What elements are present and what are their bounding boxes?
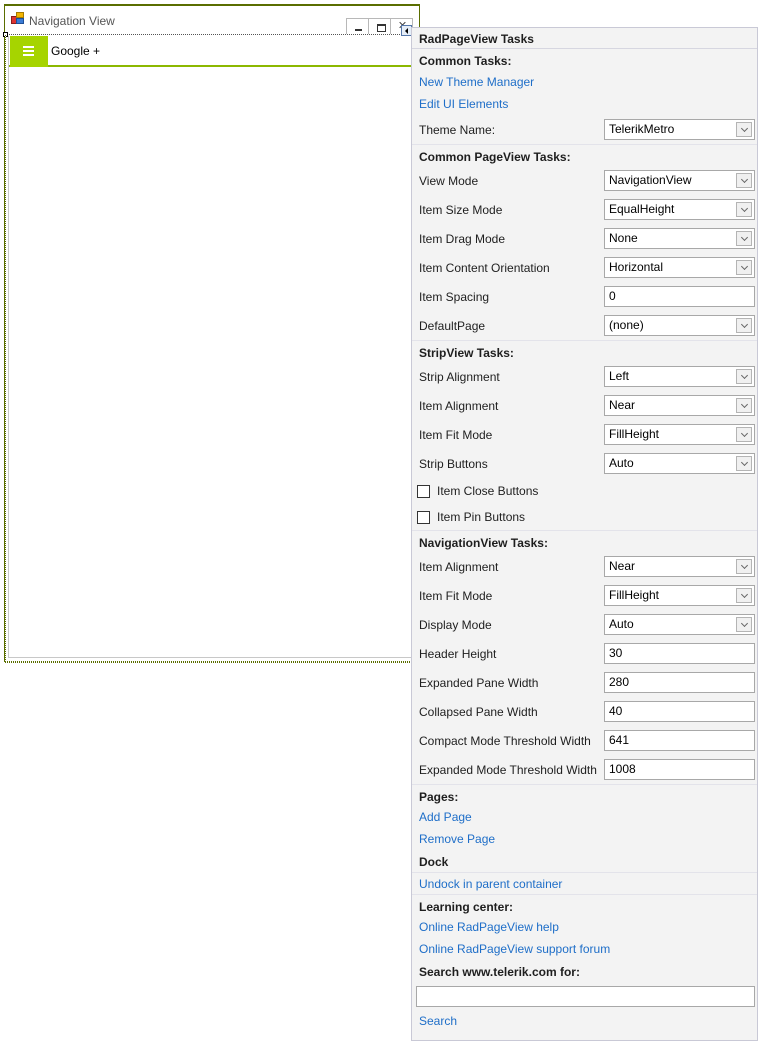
view-mode-select[interactable]: NavigationView: [604, 170, 755, 191]
expanded-threshold-input[interactable]: 1008: [604, 759, 755, 780]
strip-item-alignment-label: Item Alignment: [419, 398, 499, 413]
section-pageview-tasks: Common PageView Tasks:: [412, 144, 757, 166]
item-content-orientation-select[interactable]: Horizontal: [604, 257, 755, 278]
expanded-pane-width-label: Expanded Pane Width: [419, 675, 539, 690]
nav-item-fit-mode-select[interactable]: FillHeight: [604, 585, 755, 606]
selection-border: [5, 34, 419, 35]
strip-buttons-label: Strip Buttons: [419, 456, 488, 471]
compact-threshold-input[interactable]: 641: [604, 730, 755, 751]
header-height-input[interactable]: 30: [604, 643, 755, 664]
radpageview-control[interactable]: [8, 36, 415, 658]
section-search: Search www.telerik.com for:: [419, 965, 580, 979]
new-theme-manager-link[interactable]: New Theme Manager: [419, 75, 535, 89]
theme-name-select[interactable]: TelerikMetro: [604, 119, 755, 140]
item-size-mode-label: Item Size Mode: [419, 202, 503, 217]
chevron-down-icon[interactable]: [736, 318, 752, 333]
default-page-label: DefaultPage: [419, 318, 486, 333]
item-size-mode-select[interactable]: EqualHeight: [604, 199, 755, 220]
chevron-down-icon[interactable]: [736, 369, 752, 384]
item-spacing-input[interactable]: 0: [604, 286, 755, 307]
designer-form: [4, 4, 420, 662]
strip-buttons-select[interactable]: Auto: [604, 453, 755, 474]
nav-item-alignment-select[interactable]: Near: [604, 556, 755, 577]
item-pin-buttons-label: Item Pin Buttons: [437, 510, 526, 524]
hamburger-menu-icon[interactable]: [10, 36, 48, 67]
app-icon: [11, 12, 25, 25]
edit-ui-elements-link[interactable]: Edit UI Elements: [419, 97, 509, 111]
tasks-title: RadPageView Tasks: [412, 28, 757, 49]
strip-item-fit-mode-label: Item Fit Mode: [419, 427, 493, 442]
checkbox-icon[interactable]: [417, 511, 430, 524]
chevron-down-icon[interactable]: [736, 173, 752, 188]
strip-alignment-select[interactable]: Left: [604, 366, 755, 387]
section-pages: Pages:: [412, 784, 757, 806]
item-content-orientation-label: Item Content Orientation: [419, 260, 550, 275]
chevron-down-icon[interactable]: [736, 122, 752, 137]
online-help-link[interactable]: Online RadPageView help: [419, 920, 559, 934]
item-drag-mode-label: Item Drag Mode: [419, 231, 506, 246]
item-drag-mode-select[interactable]: None: [604, 228, 755, 249]
chevron-down-icon[interactable]: [736, 559, 752, 574]
chevron-down-icon[interactable]: [736, 456, 752, 471]
section-dock: Dock: [419, 855, 449, 869]
maximize-icon[interactable]: [368, 18, 391, 35]
item-close-buttons-label: Item Close Buttons: [437, 484, 539, 498]
section-stripview-tasks: StripView Tasks:: [412, 340, 757, 362]
chevron-down-icon[interactable]: [736, 398, 752, 413]
chevron-down-icon[interactable]: [736, 231, 752, 246]
remove-page-link[interactable]: Remove Page: [419, 832, 496, 846]
undock-link[interactable]: Undock in parent container: [419, 876, 563, 891]
item-close-buttons-checkbox[interactable]: [412, 478, 757, 504]
item-pin-buttons-checkbox[interactable]: [412, 504, 757, 530]
strip-item-fit-mode-select[interactable]: FillHeight: [604, 424, 755, 445]
chevron-down-icon[interactable]: [736, 617, 752, 632]
collapsed-pane-width-label: Collapsed Pane Width: [419, 704, 538, 719]
navigation-header: [9, 36, 414, 67]
selection-border-left: [5, 35, 6, 661]
minimize-icon[interactable]: [346, 18, 369, 35]
expanded-threshold-label: Expanded Mode Threshold Width: [419, 762, 597, 777]
header-height-label: Header Height: [419, 646, 497, 661]
view-mode-label: View Mode: [419, 173, 479, 188]
collapsed-pane-width-input[interactable]: 40: [604, 701, 755, 722]
section-learning-center: Learning center:: [412, 894, 757, 916]
search-link[interactable]: Search: [419, 1014, 458, 1028]
chevron-down-icon[interactable]: [736, 427, 752, 442]
section-navigationview-tasks: NavigationView Tasks:: [412, 530, 757, 552]
tasks-panel: [411, 27, 758, 1041]
nav-item-fit-mode-label: Item Fit Mode: [419, 588, 493, 603]
search-input[interactable]: [416, 986, 755, 1007]
strip-item-alignment-select[interactable]: Near: [604, 395, 755, 416]
chevron-down-icon[interactable]: [736, 260, 752, 275]
expanded-pane-width-input[interactable]: 280: [604, 672, 755, 693]
item-spacing-label: Item Spacing: [419, 289, 490, 304]
add-page-link[interactable]: Add Page: [419, 810, 472, 824]
checkbox-icon[interactable]: [417, 485, 430, 498]
theme-name-label: Theme Name:: [419, 122, 496, 137]
nav-item-alignment-label: Item Alignment: [419, 559, 499, 574]
compact-threshold-label: Compact Mode Threshold Width: [419, 733, 591, 748]
default-page-select[interactable]: (none): [604, 315, 755, 336]
header-title: Google +: [51, 44, 101, 58]
form-title: Navigation View: [29, 14, 115, 28]
chevron-down-icon[interactable]: [736, 588, 752, 603]
display-mode-label: Display Mode: [419, 617, 492, 632]
chevron-down-icon[interactable]: [736, 202, 752, 217]
display-mode-select[interactable]: Auto: [604, 614, 755, 635]
form-titlebar: [5, 6, 419, 34]
section-common-tasks: Common Tasks:: [419, 54, 512, 68]
support-forum-link[interactable]: Online RadPageView support forum: [419, 942, 611, 956]
strip-alignment-label: Strip Alignment: [419, 369, 500, 384]
